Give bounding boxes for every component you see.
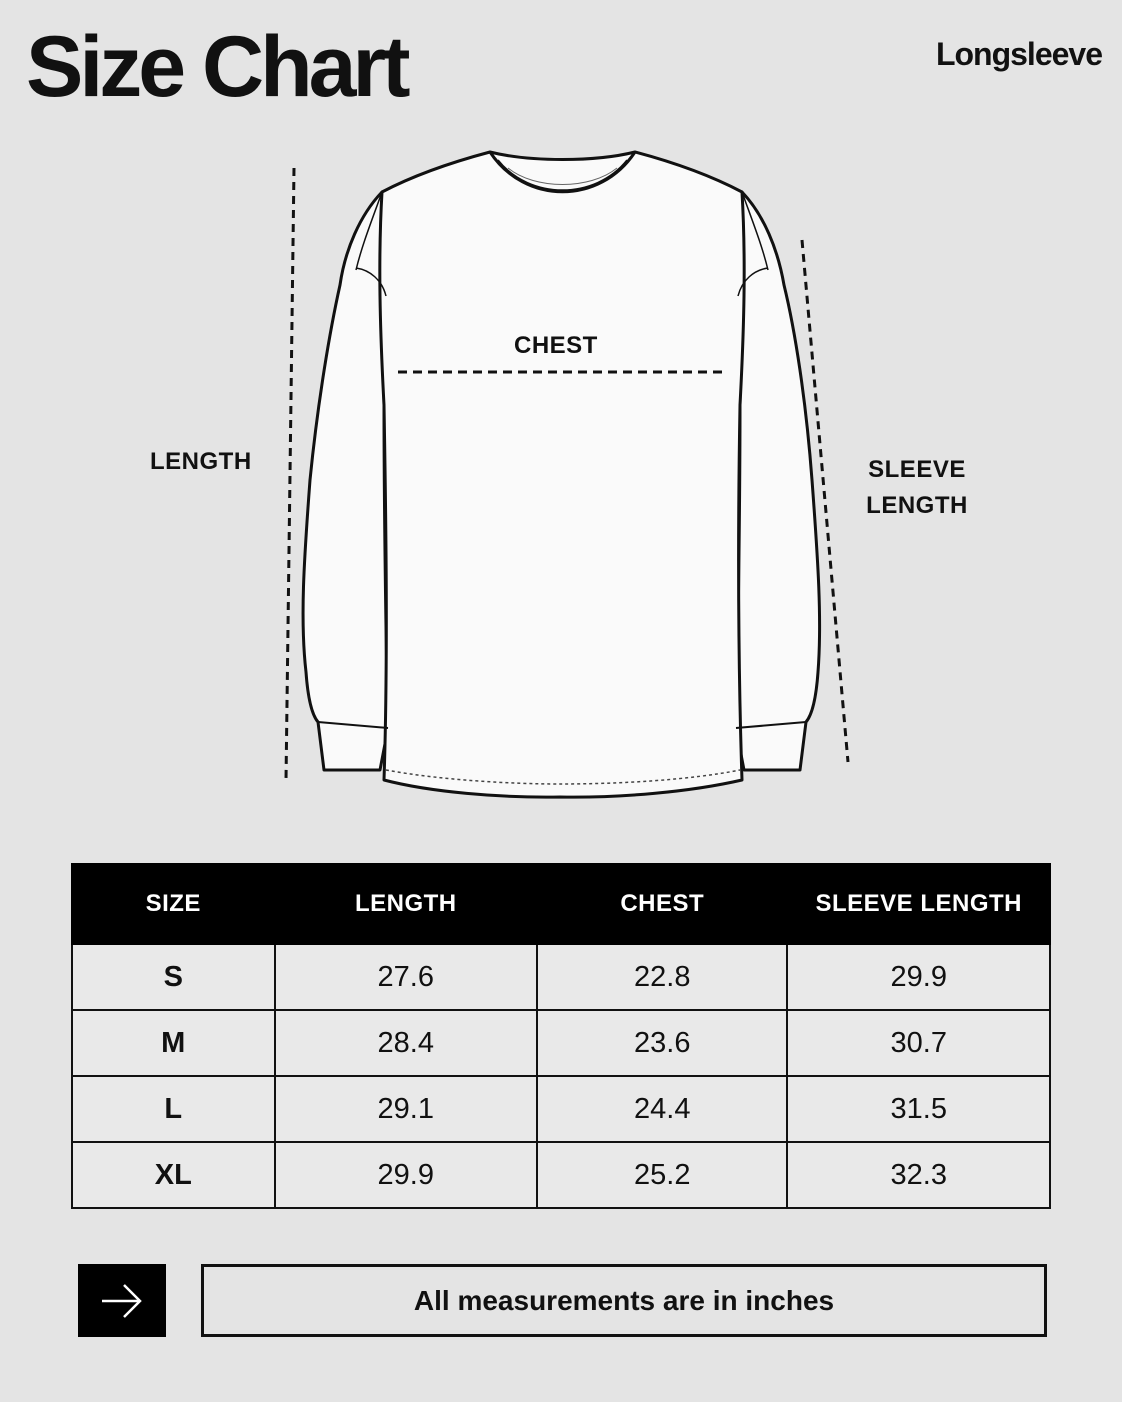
sleeve-label-line1: SLEEVE (868, 456, 966, 483)
sleeve-length-cell: 31.5 (787, 1076, 1050, 1142)
shirt-outline (303, 152, 820, 797)
size-cell: S (72, 944, 275, 1010)
sleeve-length-cell: 30.7 (787, 1010, 1050, 1076)
chest-label: CHEST (514, 332, 598, 359)
table-row (72, 1010, 1050, 1076)
size-cell: M (72, 1010, 275, 1076)
header-length: LENGTH (275, 864, 537, 944)
brand-label: Longsleeve (935, 36, 1102, 72)
sleeve-length-cell: 29.9 (787, 944, 1050, 1010)
measurement-note (201, 1264, 1047, 1337)
sleeve-length-label (858, 452, 976, 524)
header-size: SIZE (72, 864, 275, 944)
table-header-row (72, 864, 1050, 944)
length-cell: 29.1 (275, 1076, 537, 1142)
size-cell: L (72, 1076, 275, 1142)
size-cell: XL (72, 1142, 275, 1208)
length-measure-line (286, 168, 294, 780)
length-cell: 29.9 (275, 1142, 537, 1208)
header-sleeve-length: SLEEVE LENGTH (787, 864, 1050, 944)
length-cell: 28.4 (275, 1010, 537, 1076)
page-title: Size Chart (26, 19, 407, 115)
table-row (72, 1142, 1050, 1208)
length-cell: 27.6 (275, 944, 537, 1010)
measurement-note-text: All measurements are in inches (413, 1284, 835, 1316)
chest-cell: 24.4 (537, 1076, 787, 1142)
header-chest: CHEST (537, 864, 787, 944)
size-table (71, 863, 1051, 1209)
sleeve-label-line2: LENGTH (866, 492, 968, 519)
table-row (72, 944, 1050, 1010)
arrow-button[interactable] (78, 1264, 166, 1337)
chest-cell: 22.8 (537, 944, 787, 1010)
chest-cell: 23.6 (537, 1010, 787, 1076)
length-label: LENGTH (150, 448, 252, 475)
arrow-right-icon (98, 1281, 146, 1321)
table-row (72, 1076, 1050, 1142)
chest-cell: 25.2 (537, 1142, 787, 1208)
sleeve-length-cell: 32.3 (787, 1142, 1050, 1208)
